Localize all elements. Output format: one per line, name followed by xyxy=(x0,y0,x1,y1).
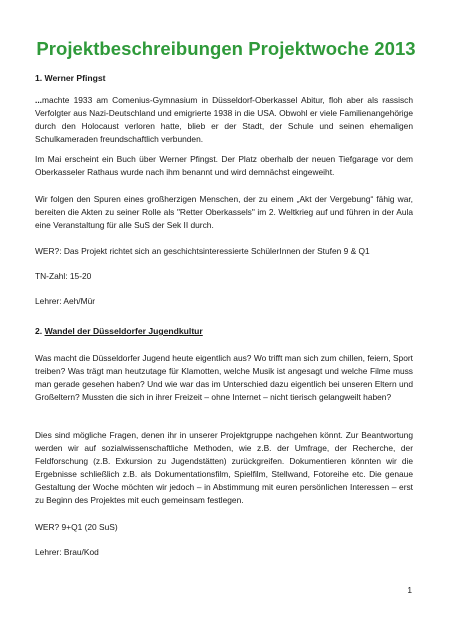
section-2-paragraph-2: Dies sind mögliche Fragen, denen ihr in unserer Projektgruppe nachgehen könnt. Zur Beantwortung werden wir auf sozialwissenschaftliche Methoden, wie z.B. der Umfrage, der Recherche, der Feldforschung (z.B. Exkursion zu Jugendstätten) zurückgreifen. Dokumentieren könnten wir die Ergebnisse schließlich z.B. als Dokumentationsfilm, Spielfilm, Stellwand, Fotoreihe etc. Die genaue Gestaltung der Woche möchten wir jedoch – in Abstimmung mit euren persönlichen Interessen – erst zu Beginn des Projektes mit euch gemeinsam festlegen. xyxy=(35,430,413,505)
page-number: 1 xyxy=(407,585,412,595)
page-title: Projektbeschreibungen Projektwoche 2013 xyxy=(36,38,416,59)
section-1-paragraph-3: Wir folgen den Spuren eines großherzigen Menschen, der zu einem „Akt der Vergebung“ fähig war, bereiten die Akten zu seiner Rolle als "Retter Oberkassels" im 2. Weltkrieg auf und führen in der Aula eine Veranstaltung für alle SuS der Sek II durch. xyxy=(35,194,413,230)
section-2-heading xyxy=(35,325,413,338)
section-1-paragraph-1-text: machte 1933 am Comenius-Gymnasium in Düsseldorf-Oberkassel Abitur, floh aber als rassisch Verfolgter aus Nazi-Deutschland und emigrierte 1938 in die USA. Obwohl er viele Familienangehörige durch den Holocaust verloren hatte, blieb er der Stadt, der Schule und seinen ehemaligen Schulkameraden freundschaftlich verbunden. xyxy=(35,95,413,144)
section-1-paragraph-2: Im Mai erscheint ein Buch über Werner Pfingst. Der Platz oberhalb der neuen Tiefgarage vor dem Oberkasseler Rathaus wurde nach ihm benannt und wird demnächst eingeweiht. xyxy=(35,154,413,177)
section-2-audience: WER? 9+Q1 (20 SuS) xyxy=(35,522,118,532)
section-2-heading-number: 2. xyxy=(35,326,45,336)
section-1-heading: 1. Werner Pfingst xyxy=(35,73,106,83)
section-1-teachers: Lehrer: Aeh/Mür xyxy=(35,296,96,306)
section-2-heading-title: Wandel der Düsseldorfer Jugendkultur xyxy=(44,326,203,336)
section-1-paragraph-1 xyxy=(35,94,413,146)
section-2-teachers: Lehrer: Brau/Kod xyxy=(35,547,99,557)
section-2-paragraph-1: Was macht die Düsseldorfer Jugend heute eigentlich aus? Wo trifft man sich zum chillen, feiern, Sport treiben? Was trägt man heutzutage für Klamotten, welche Musik ist angesagt und welche Filme muss man gerade gesehen haben? Und wie war das im Unterschied dazu eigentlich bei unseren Eltern und Großeltern? Mussten die sich in ihrer Freizeit – ohne Internet – nicht tierisch gelangweilt haben? xyxy=(35,353,413,402)
section-1-participant-count: TN-Zahl: 15-20 xyxy=(35,271,92,281)
section-1-audience: WER?: Das Projekt richtet sich an geschichtsinteressierte SchülerInnen der Stufen 9 & Q1 xyxy=(35,246,370,256)
ellipsis-lead: ... xyxy=(35,95,42,105)
